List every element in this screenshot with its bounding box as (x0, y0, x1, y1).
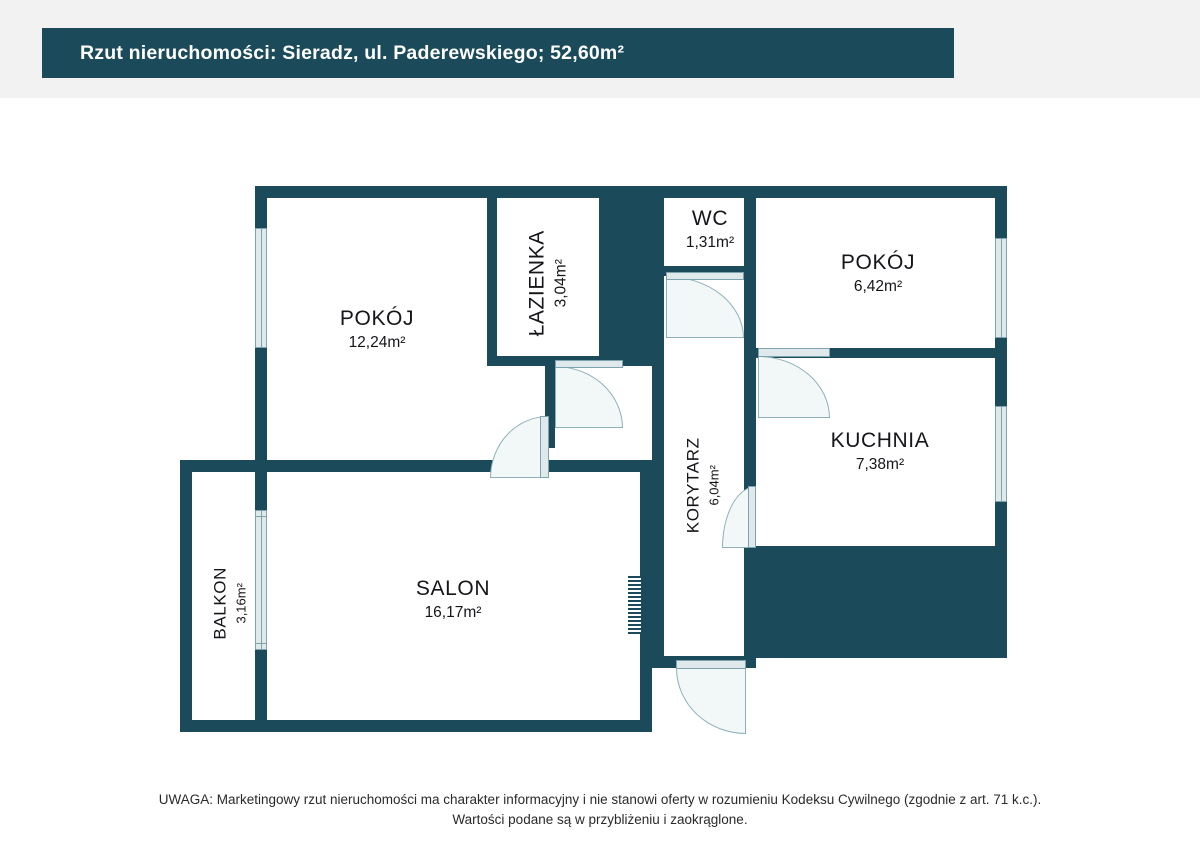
wall-partition-lazienka-left (487, 198, 497, 366)
room-area: 12,24m² (348, 333, 406, 351)
room-area: 6,42m² (853, 277, 903, 295)
wall-pokoj1-salon (255, 460, 652, 472)
label-wc (650, 206, 770, 253)
solid-block-bottom-right (755, 546, 1007, 656)
footer-disclaimer (0, 790, 1200, 829)
radiator (628, 576, 641, 634)
window-balkon (255, 516, 267, 644)
door-leaf-kuchnia (748, 486, 756, 548)
room-name: SALON (415, 577, 491, 600)
wall-bottom-left (255, 720, 652, 732)
window-pokoj-1 (255, 228, 267, 348)
window-kuchnia (995, 406, 1007, 502)
window-pokoj-2 (995, 238, 1007, 338)
room-area: 16,17m² (424, 603, 482, 621)
floor-plan (0, 98, 1200, 788)
label-salon (343, 576, 563, 623)
label-kuchnia (790, 428, 970, 475)
label-lazienka (525, 193, 572, 373)
room-name: ŁAZIENKA (525, 230, 549, 337)
room-name: WC (691, 207, 729, 230)
door-leaf-entrance (676, 660, 746, 669)
room-name: KORYTARZ (683, 437, 703, 534)
footer-line-1: UWAGA: Marketingowy rzut nieruchomości ma charakter informacyjny i nie stanowi oferty w rozumieniu Kodeksu Cywilnego (zgodnie z art. 71 k.c.). (158, 792, 1042, 807)
room-name: KUCHNIA (830, 429, 930, 452)
label-korytarz (684, 395, 723, 575)
door-leaf-pokoj-1 (540, 416, 549, 478)
label-pokoj-2 (788, 250, 968, 297)
footer-line-2: Wartości podane są w przybliżeniu i zaokrąglone. (452, 811, 748, 827)
room-area: 3,04m² (552, 259, 570, 308)
room-area: 3,16m² (233, 583, 249, 624)
label-pokoj-1 (287, 306, 467, 353)
room-name: POKÓJ (339, 307, 415, 330)
room-area: 1,31m² (685, 233, 735, 251)
room-name: BALKON (210, 567, 230, 640)
wall-salon-right-2 (640, 460, 652, 732)
room-area: 7,38m² (855, 455, 905, 473)
door-leaf-pokoj-2 (758, 348, 830, 357)
balcony-wall-left (180, 460, 192, 732)
door-leaf-wc (666, 272, 744, 280)
wall-top (255, 186, 1007, 198)
title-bar (42, 28, 954, 78)
page-title: Rzut nieruchomości: Sieradz, ul. Paderewskiego; 52,60m² (80, 41, 625, 64)
room-area: 6,04m² (706, 465, 722, 506)
label-balkon (211, 513, 250, 693)
door-entrance (676, 668, 746, 734)
room-name: POKÓJ (840, 251, 916, 274)
wall-korytarz-left-2 (652, 198, 664, 666)
